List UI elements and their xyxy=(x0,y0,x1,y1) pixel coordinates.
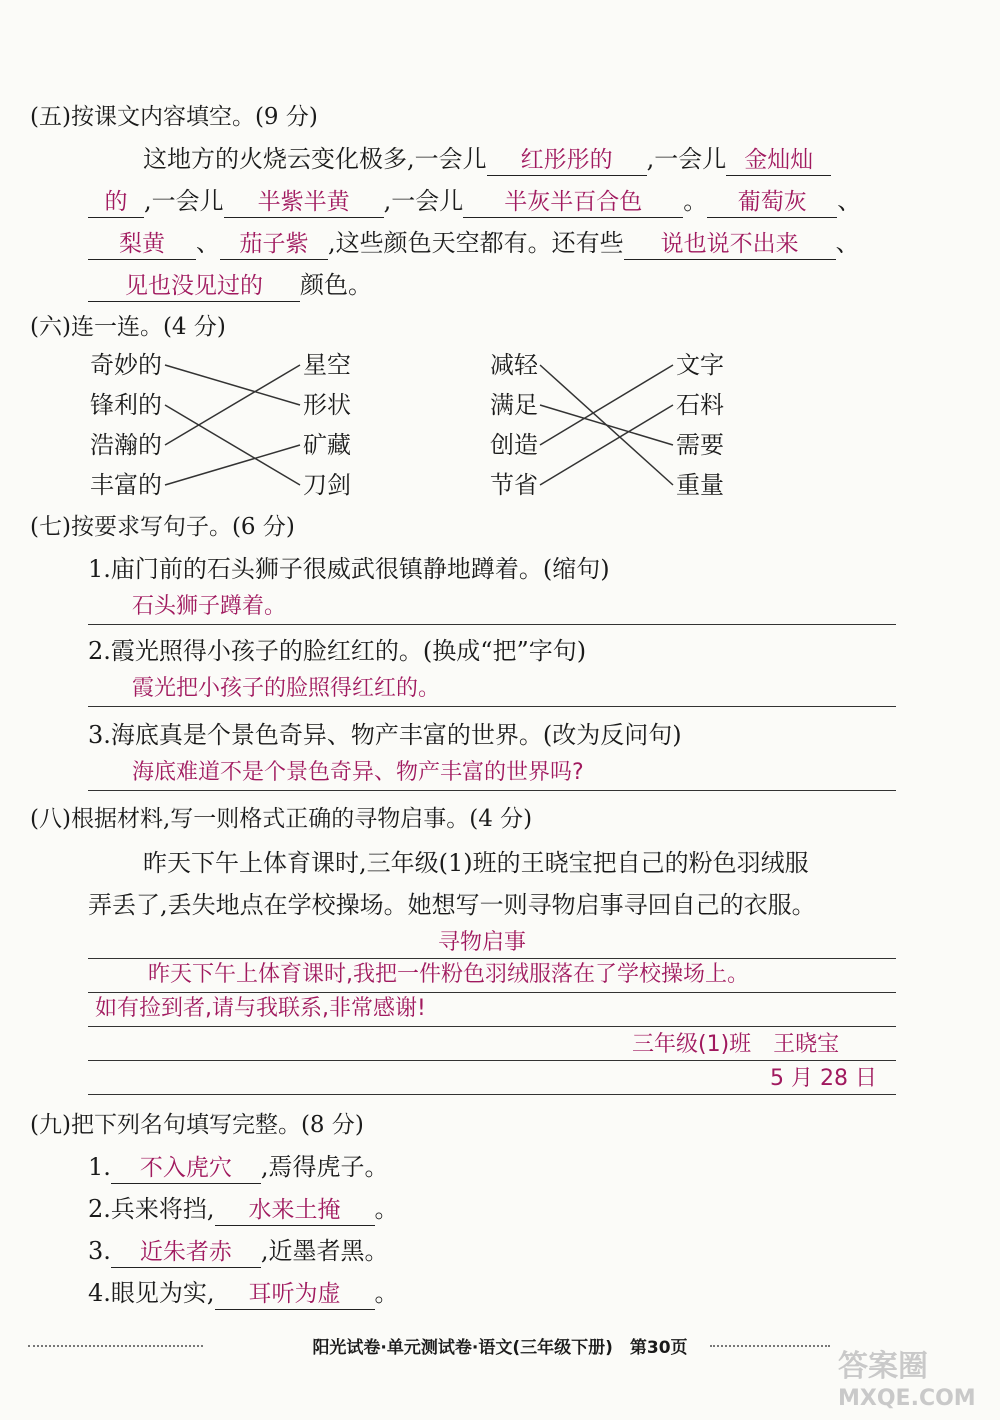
answer-line xyxy=(88,1026,896,1027)
match-right-1: 刀剑 xyxy=(303,471,351,499)
s9-line-2: 2.兵来将挡, 水来土掩 。 xyxy=(88,1192,399,1226)
blank-3: 半紫半黄 xyxy=(224,187,384,218)
answer-line xyxy=(88,706,896,707)
blank-1: 红彤彤的 xyxy=(487,145,647,176)
blank-proverb-4: 耳听为虚 xyxy=(215,1279,375,1310)
blank-2: 金灿灿 xyxy=(726,145,831,176)
section-9-title: (九)把下列名句填写完整。(8 分) xyxy=(30,1112,364,1138)
match-right-1: 星空 xyxy=(303,351,351,379)
match-right-2: 需要 xyxy=(676,431,724,459)
match-right-2: 文字 xyxy=(676,351,724,379)
match-left-1: 浩瀚的 xyxy=(90,431,162,459)
answer-line xyxy=(88,790,896,791)
answer-line xyxy=(88,992,896,993)
watermark-logo: 答案圈 xyxy=(838,1349,928,1384)
s5-line3: 梨黄 、 茄子紫 ,这些颜色天空都有。还有些 说也说不出来 、 xyxy=(88,226,860,260)
s7-q2: 2.霞光照得小孩子的脸红红的。(换成“把”字句) xyxy=(88,637,587,665)
page-footer: 阳光试卷·单元测试卷·语文(三年级下册) 第30页 xyxy=(312,1338,688,1358)
blank-proverb-3: 近朱者赤 xyxy=(111,1237,261,1268)
connect-line xyxy=(540,405,673,445)
s9-line-3: 3. 近朱者赤 ,近墨者黑。 xyxy=(88,1234,389,1268)
connect-line xyxy=(165,405,300,485)
match-left-1: 丰富的 xyxy=(90,471,162,499)
connect-line xyxy=(165,365,300,405)
blank-8: 说也说不出来 xyxy=(624,229,836,260)
s7-answer-2: 霞光把小孩子的脸照得红红的。 xyxy=(132,676,441,701)
s7-q3: 3.海底真是个景色奇异、物产丰富的世界。(改为反问句) xyxy=(88,721,682,749)
notice-signature: 三年级(1)班 王晓宝 xyxy=(632,1032,840,1057)
match-left-2: 满足 xyxy=(490,391,538,419)
watermark-url: MXQE.COM xyxy=(838,1386,976,1411)
notice-date: 5 月 28 日 xyxy=(770,1066,877,1091)
connect-line xyxy=(165,365,300,445)
s7-q1: 1.庙门前的石头狮子很威武很镇静地蹲着。(缩句) xyxy=(88,555,610,583)
blank-2b: 的 xyxy=(88,187,144,218)
section-6-title: (六)连一连。(4 分) xyxy=(30,314,226,340)
s8-material-2: 弄丢了,丢失地点在学校操场。她想写一则寻物启事寻回自己的衣服。 xyxy=(88,891,816,919)
notice-body-1: 昨天下午上体育课时,我把一件粉色羽绒服落在了学校操场上。 xyxy=(148,962,749,987)
notice-heading: 寻物启事 xyxy=(438,930,527,955)
connect-line xyxy=(540,405,673,485)
section-5-title: (五)按课文内容填空。(9 分) xyxy=(30,104,318,130)
s9-line-4: 4.眼见为实, 耳听为虚 。 xyxy=(88,1276,399,1310)
blank-7: 茄子紫 xyxy=(220,229,328,260)
blank-4: 半灰半百合色 xyxy=(463,187,683,218)
s5-line1: 这地方的火烧云变化极多,一会儿 红彤彤的 ,一会儿 金灿灿 xyxy=(143,142,831,176)
answer-line xyxy=(88,1094,896,1095)
answer-line xyxy=(88,1060,896,1061)
section-8-title: (八)根据材料,写一则格式正确的寻物启事。(4 分) xyxy=(30,806,533,832)
s7-answer-1: 石头狮子蹲着。 xyxy=(132,594,287,619)
match-right-2: 重量 xyxy=(676,471,724,499)
answer-line xyxy=(88,624,896,625)
blank-proverb-1: 不入虎穴 xyxy=(111,1153,261,1184)
s5-line4: 见也没见过的 颜色。 xyxy=(88,268,372,302)
s7-answer-3: 海底难道不是个景色奇异、物产丰富的世界吗? xyxy=(132,760,584,785)
blank-9: 见也没见过的 xyxy=(88,271,300,302)
match-left-2: 节省 xyxy=(490,471,538,499)
match-right-1: 矿藏 xyxy=(303,431,351,459)
match-right-1: 形状 xyxy=(303,391,351,419)
blank-6: 梨黄 xyxy=(88,229,196,260)
blank-5: 葡萄灰 xyxy=(707,187,837,218)
connect-line xyxy=(165,445,300,485)
connect-line xyxy=(540,365,673,445)
match-left-2: 减轻 xyxy=(490,351,538,379)
match-right-2: 石料 xyxy=(676,391,724,419)
match-left-1: 奇妙的 xyxy=(90,351,162,379)
s9-line-1: 1. 不入虎穴 ,焉得虎子。 xyxy=(88,1150,389,1184)
blank-proverb-2: 水来土掩 xyxy=(215,1195,375,1226)
notice-body-2: 如有捡到者,请与我联系,非常感谢! xyxy=(95,996,426,1021)
s5-line2: 的 ,一会儿 半紫半黄 ,一会儿 半灰半百合色 。 葡萄灰 、 xyxy=(88,184,861,218)
match-left-1: 锋利的 xyxy=(90,391,162,419)
match-left-2: 创造 xyxy=(490,431,538,459)
answer-line xyxy=(88,958,896,959)
s8-material-1: 昨天下午上体育课时,三年级(1)班的王晓宝把自己的粉色羽绒服 xyxy=(143,849,809,877)
section-7-title: (七)按要求写句子。(6 分) xyxy=(30,514,295,540)
